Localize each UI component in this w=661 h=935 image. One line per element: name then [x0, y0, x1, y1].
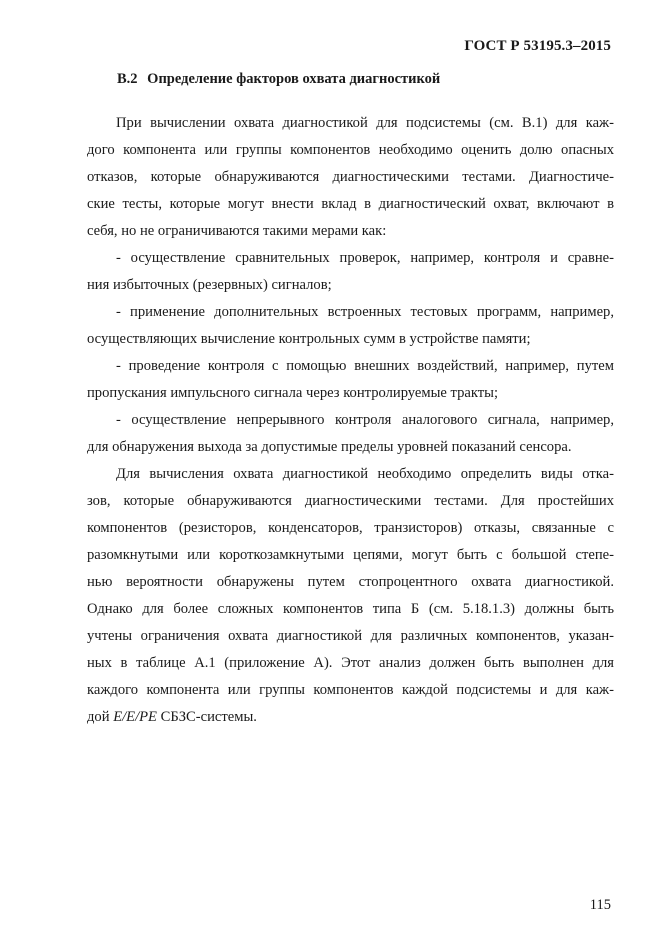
- list-item-line: осуществляющих вычисление контрольных сумм в устройстве памяти;: [87, 331, 531, 347]
- text-line: себя, но не ограничиваются такими мерами как:: [87, 223, 387, 239]
- text-line: каждого компонента или группы компонентов каждой подсистемы и для каж-: [87, 682, 614, 698]
- text-line: зов, которые обнаруживаются диагностическими тестами. Для простейших: [87, 493, 614, 509]
- text-fragment: СБЗС-системы.: [156, 709, 257, 725]
- list-item-line: для обнаружения выхода за допустимые пределы уровней показаний сенсора.: [87, 439, 572, 455]
- text-line: ские тесты, которые могут внести вклад в диагностический охват, включают в: [87, 196, 614, 212]
- section-number: В.2: [117, 71, 138, 87]
- text-line: [87, 704, 614, 731]
- text-fragment: дой: [87, 709, 114, 725]
- list-item-line: - применение дополнительных встроенных тестовых программ, например,: [116, 304, 614, 320]
- list-item-line: - проведение контроля с помощью внешних воздействий, например, путем: [116, 358, 614, 374]
- list-item-line: - осуществление непрерывного контроля аналогового сигнала, например,: [116, 412, 614, 428]
- page-number: 115: [589, 897, 611, 913]
- text-line: компонентов (резисторов, конденсаторов, транзисторов) отказы, связанные с: [87, 520, 614, 536]
- text-line: Однако для более сложных компонентов типа Б (см. 5.18.1.3) должны быть: [87, 601, 614, 617]
- section-title-text: Определение факторов охвата диагностикой: [147, 71, 441, 87]
- text-line: учтены ограничения охвата диагностикой для различных компонентов, указан-: [87, 628, 614, 644]
- body-text: [87, 110, 614, 731]
- list-item-line: ния избыточных (резервных) сигналов;: [87, 277, 332, 293]
- text-line: дого компонента или группы компонентов необходимо оценить долю опасных: [87, 142, 614, 158]
- section-heading: [117, 71, 440, 88]
- text-line: ных в таблице А.1 (приложение А). Этот анализ должен быть выполнен для: [87, 655, 614, 671]
- text-line: При вычислении охвата диагностикой для подсистемы (см. В.1) для каж-: [116, 115, 614, 131]
- list-item-line: - осуществление сравнительных проверок, например, контроля и сравне-: [116, 250, 614, 266]
- text-line: нью вероятности обнаружены путем стопроцентного охвата диагностикой.: [87, 574, 614, 590]
- system-designation: Е/Е/РЕ: [113, 709, 157, 725]
- text-line: отказов, которые обнаруживаются диагностическими тестами. Диагностиче-: [87, 169, 614, 185]
- document-standard-header: ГОСТ Р 53195.3–2015: [464, 38, 611, 54]
- list-item-line: пропускания импульсного сигнала через контролируемые тракты;: [87, 385, 499, 401]
- text-line: Для вычисления охвата диагностикой необходимо определить виды отка-: [116, 466, 614, 482]
- text-line: разомкнутыми или короткозамкнутыми цепями, могут быть с большой степе-: [87, 547, 614, 563]
